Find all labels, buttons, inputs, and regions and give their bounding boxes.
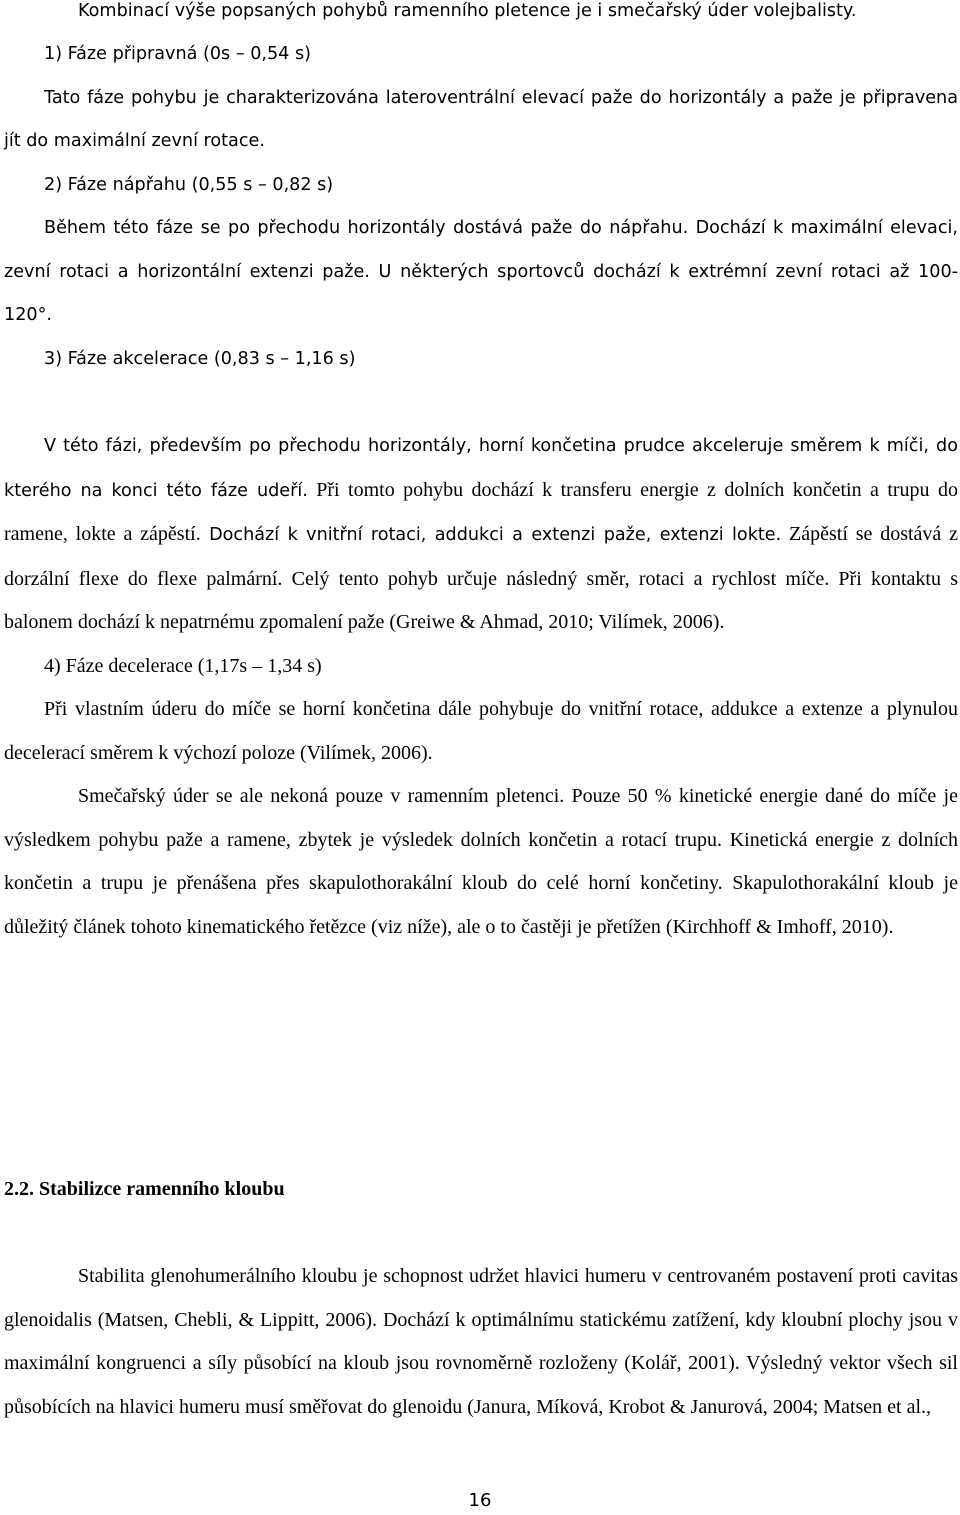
phase2-title: 2) Fáze nápřahu (0,55 s – 0,82 s) [44, 174, 334, 195]
stability-paragraph: Stabilita glenohumerálního kloubu je schopnost udržet hlavici humeru v centrovaném postavení proti cavitas glenoidalis (Matsen, Chebli, & Lippitt, 2006). Dochází k optimálnímu statickému zatížení, kdy kloubní plochy jsou v maximální kongruenci a síly působící na kloub jsou rovnoměrně rozloženy (Kolář, 2001). Výsledný vektor všech sil působících na hlavici humeru musí směřovat do glenoidu (Janura, Míková, Krobot & Janurová, 2004; Matsen et al., [4, 1265, 958, 1418]
phase3-text-a: V této fázi, především po přechodu horizontály, horní končetina prudce akceleruje směrem k míči, do kterého na konci této fáze udeří. [4, 436, 958, 501]
phase4-title: 4) Fáze decelerace (1,17s – 1,34 s) [44, 654, 322, 677]
phase1-title: 1) Fáze připravná (0s – 0,54 s) [44, 44, 311, 64]
phase1-text: Tato fáze pohybu je charakterizována lateroventrální elevací paže do horizontály a paže je připravena jít do maximální zevní rotace. [4, 87, 958, 151]
phase3-text-d: Zápěstí se dostává z dorzální flexe do flexe palmární. Celý tento pohyb určuje následný směr, rotaci a rychlost míče. [4, 523, 958, 590]
phase4-text: Při vlastním úderu do míče se horní končetina dále pohybuje do vnitřní rotace, addukce a extenze a plynulou decelerací směrem k výchozí poloze (Vilímek, 2006). [4, 698, 958, 764]
phase2-text [4, 207, 958, 338]
phase2-text-b: Dochází k maximální elevaci, zevní rotaci a horizontální extenzi paže. [4, 218, 958, 282]
phase3-text [4, 424, 958, 645]
phase3-text-e: Při kontaktu s balonem dochází k nepatrnému zpomalení paže (Greiwe & Ahmad, 2010; Vilímek, 2006). [4, 567, 958, 633]
text-block-sans [4, 0, 958, 381]
phase3-title: 3) Fáze akcelerace (0,83 s – 1,16 s) [44, 348, 356, 369]
stability-block [4, 1255, 958, 1429]
phase3-text-c: Dochází k vnitřní rotaci, addukci a extenzi paže, extenzi lokte. [200, 525, 782, 545]
intro-paragraph: Kombinací výše popsaných pohybů ramenního pletence je i smečařský úder volejbalisty. [78, 1, 857, 21]
section-block [4, 1168, 958, 1212]
text-block-mixed [4, 424, 958, 949]
phase3-text-b: Při tomto pohybu dochází k transferu energie z dolních končetin a trupu do ramene, lokte a zápěstí. [4, 478, 958, 545]
page-number: 16 [468, 1490, 492, 1511]
summary-paragraph: Smečařský úder se ale nekoná pouze v ramenním pletenci. Pouze 50 % kinetické energie dané do míče je výsledkem pohybu paže a ramene, zbytek je výsledek dolních končetin a rotací trupu. Kinetická energie z dolních končetin a trupu je přenášena přes skapulothorakální kloub do celé horní končetiny. Skapulothorakální kloub je důležitý článek tohoto kinematického řetězce (viz níže), ale o to častěji je přetížen (Kirchhoff & Imhoff, 2010). [4, 785, 958, 938]
phase2-text-a: Během této fáze se po přechodu horizontály dostává paže do nápřahu. [44, 218, 689, 238]
phase2-text-c: U některých sportovců dochází k extrémní zevní rotaci až 100-120°. [4, 261, 958, 325]
section-heading: 2.2. Stabilizce ramenního kloubu [4, 1178, 285, 1200]
